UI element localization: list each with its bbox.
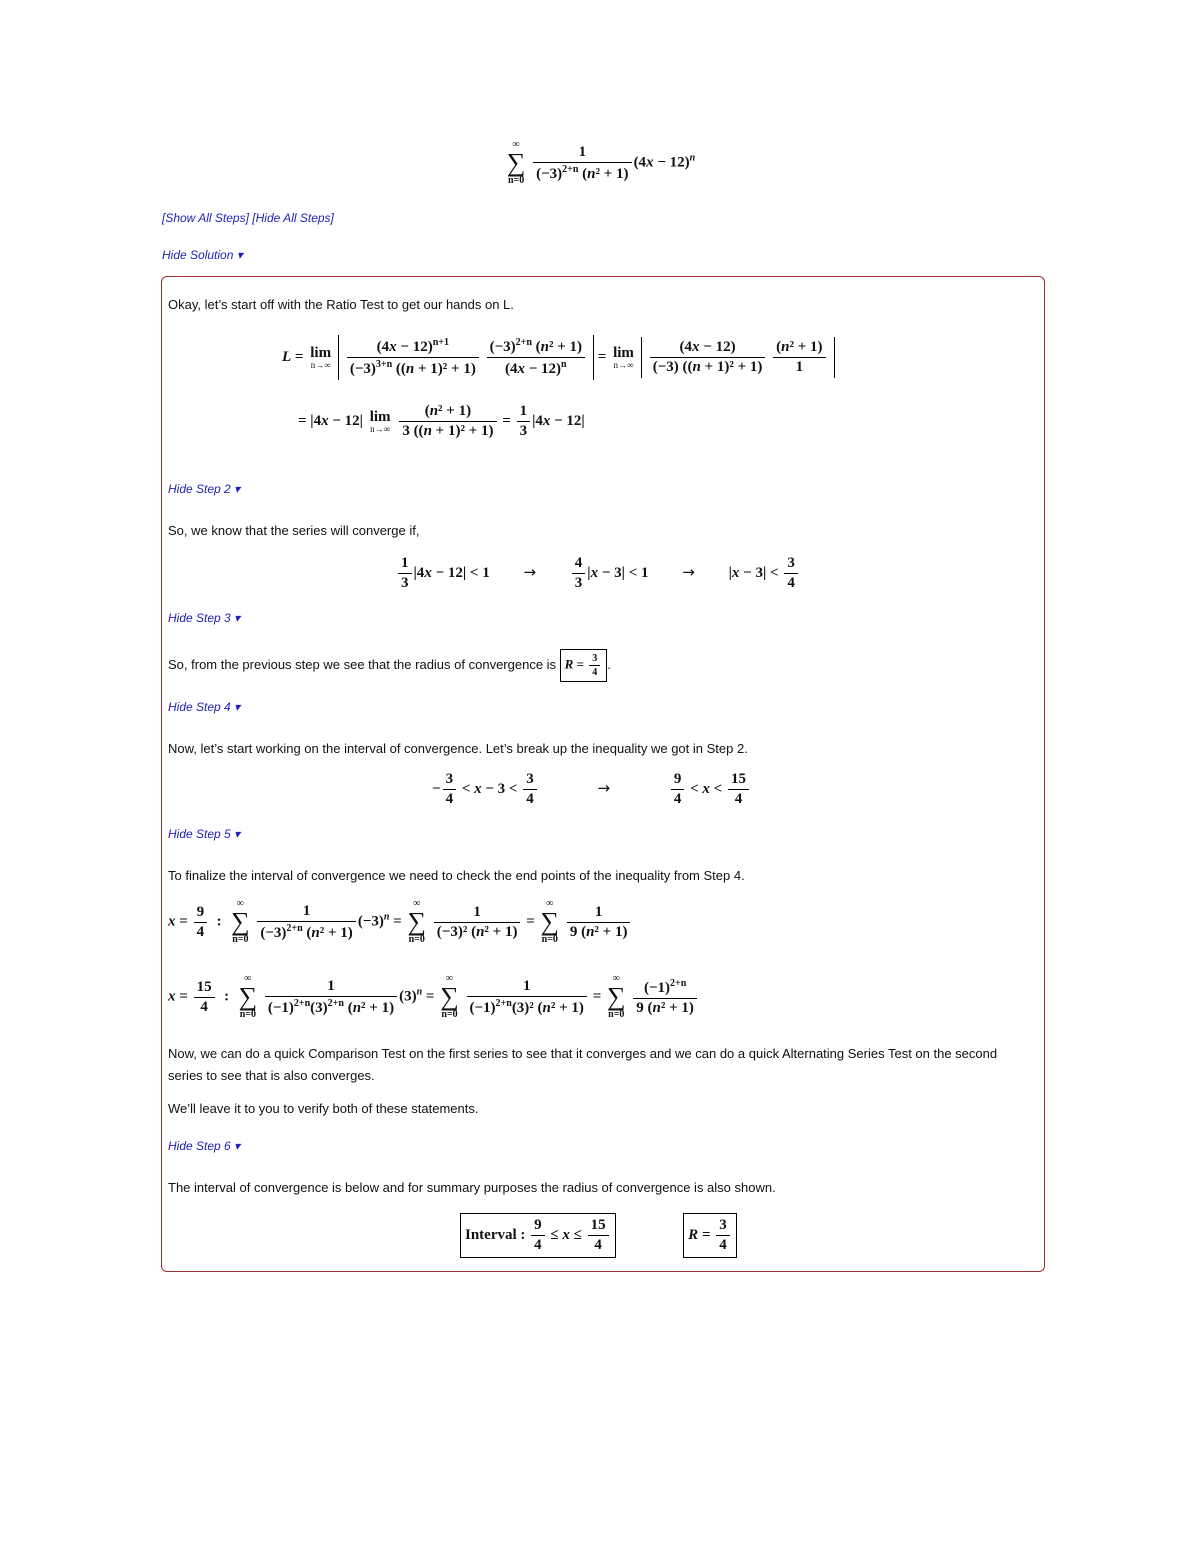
hide-all-steps-link[interactable]: [Hide All Steps] [252,211,334,225]
hide-step6-toggle[interactable]: Hide Step 6 ▾ [168,1139,241,1153]
hide-solution-toggle[interactable]: Hide Solution ▾ [162,248,243,262]
step4-inequality: − $\frac{3}{4}$ < x − 3 < $\frac{3}{4}$ → $\frac{9}{4}$ < x < $\frac{15}{4}$ [432,771,751,808]
ratio-test-line2: = |4x − 12| lim n→∞ $\frac{\text{(n² + 1)}}{\text{3 ((n + 1)² + 1)}}$ = $\frac{1}{3}$ |4x − 12| [298,403,585,439]
ratio-test-line1: L = lim n→∞ $\frac{(4x - 12)^{n+1}}{(-3)^{3+n} ((n + 1)^2 + 1)}$ $\frac{(-3)^{2+n} (n^2 + 1)}{(4x - 12)^n}$ = lim n→∞ $\frac{(4x - 12)}{\text{(−3) ((n + 1)² + 1)}}$ $\frac{\text{(n² + 1)}}{1}$ [282,335,835,380]
final-answer [460,1213,737,1258]
solution-panel [161,276,1045,1272]
step3-text: So, from the previous step we see that the radius of convergence is [168,656,557,672]
endpoint-right: x = $\frac{15}{4}$ : ∞ ∑ n=0 $\frac{1}{(-1)^{2+n}(3)^{2+n} (n^2 + 1)}$ $(3)^n$ = ∞ ∑ n=0 $\frac{1}{(-1)^{2+n}(3)^2 (n^2 + 1)}$ = ∞ ∑ n=0 $\frac{(-1)^{2+n}}{\text{9 (n² + 1)}}$ [168,974,699,1020]
step1-intro: Okay, let’s start off with the Ratio Test to get our hands on L. [168,297,514,312]
hide-step4-toggle[interactable]: Hide Step 4 ▾ [168,700,241,714]
radius-final-box: R = $\frac{3}{4}$ [683,1213,737,1258]
step5-conclusion: Now, we can do a quick Comparison Test on the first series to see that it converges and we can do a quick Alternating Series Test on the second series to see that is also converges. [168,1046,998,1083]
radius-label: R = [688,1226,711,1243]
step6-text: The interval of convergence is below and for summary purposes the radius of convergence is also shown. [168,1180,776,1195]
hide-step2-toggle[interactable]: Hide Step 2 ▾ [168,482,241,496]
radius-box: R = $\frac{3}{4}$ [560,649,608,682]
step2-inequality: $\frac{1}{3}$ |4x − 12| < 1 → $\frac{4}{3}$ |x − 3| < 1 → |x − 3| < $\frac{3}{4}$ [396,555,800,592]
step3-line: So, from the previous step we see that the radius of convergence is R = $\frac{3}{4}$ . [168,649,611,682]
problem-expression: ∞ ∑ n=0 $\frac{1}{(-3)^{2+n} (n^2 + 1)}$ $(4x - 12)^n$ [506,139,696,186]
step5-verify: We’ll leave it to you to verify both of these statements. [168,1101,479,1116]
step5-text: To finalize the interval of convergence we need to check the end points of the inequality from Step 4. [168,868,745,883]
hide-step5-toggle[interactable]: Hide Step 5 ▾ [168,827,241,841]
hide-step3-toggle[interactable]: Hide Step 3 ▾ [168,611,241,625]
step4-text: Now, let’s start working on the interval of convergence. Let’s break up the inequality we got in Step 2. [168,741,748,756]
interval-box: Interval : $\frac{9}{4}$ ≤ x ≤ $\frac{15}{4}$ [460,1213,616,1258]
show-all-steps-link[interactable]: [Show All Steps] [162,211,249,225]
step2-text: So, we know that the series will converge if, [168,523,420,538]
endpoint-left: x = $\frac{9}{4}$ : ∞ ∑ n=0 $\frac{1}{(-3)^{2+n} (n^2 + 1)}$ $(-3)^n$ = ∞ ∑ n=0 $\frac{1}{\text{(−3)² (n² + 1)}}$ = ∞ ∑ n=0 $\frac{1}{\text{9 (n² + 1)}}$ [168,899,632,945]
interval-label: Interval : [465,1226,526,1243]
